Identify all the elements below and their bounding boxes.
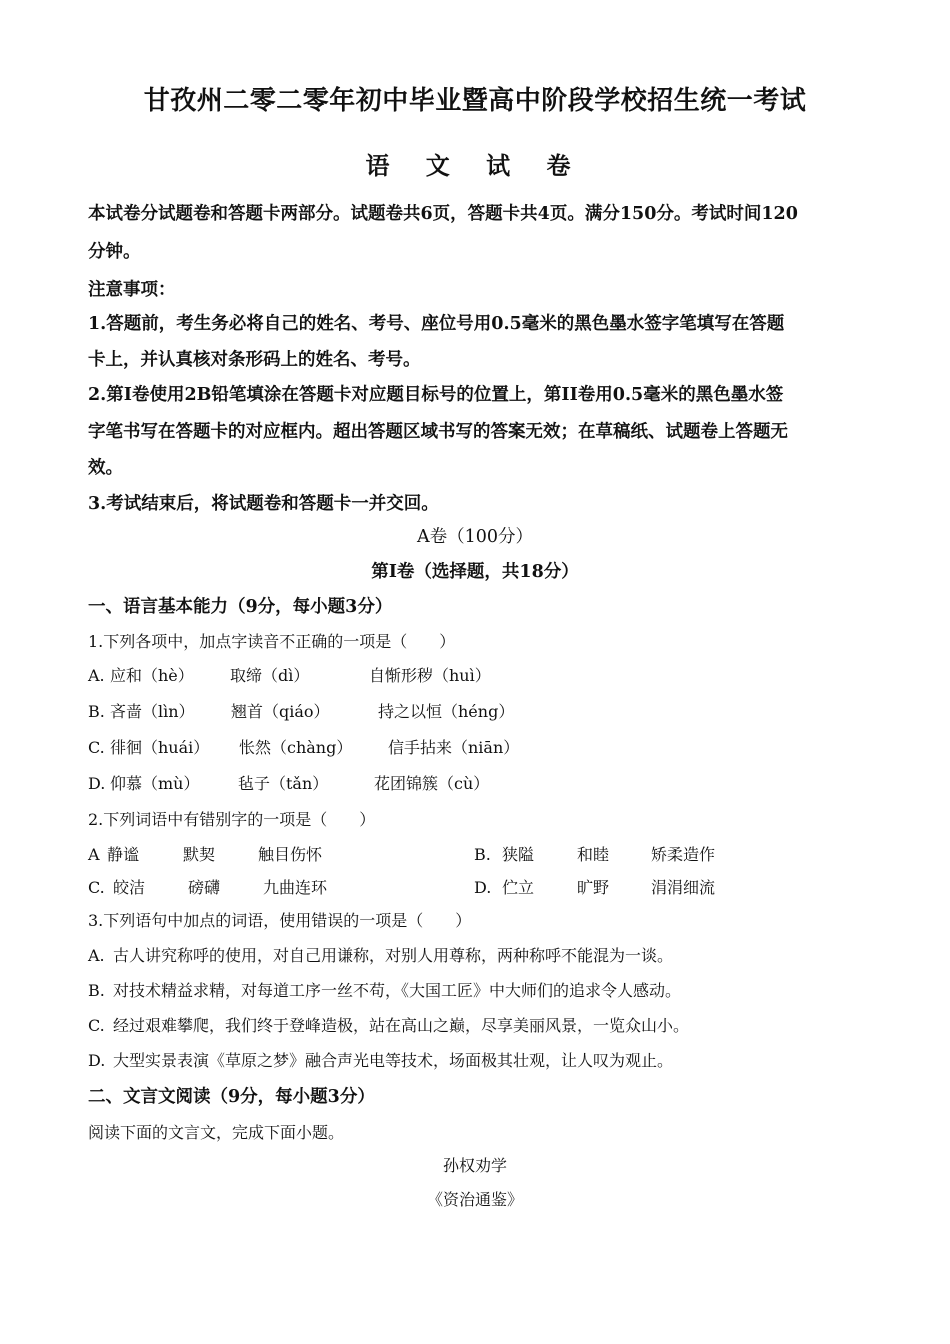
option-label: D. <box>88 1051 106 1070</box>
option-label: C. <box>88 738 105 757</box>
notes-line: 字笔书写在答题卡的对应框内。超出答题区域书写的答案无效；在草稿纸、试题卷上答题无 <box>88 422 788 442</box>
intro-line-2: 分钟。 <box>88 242 141 262</box>
option-item: 触目伤怀 <box>258 845 323 864</box>
question-1-option-c <box>88 738 788 762</box>
option-item: 自惭形秽（huì） <box>369 666 491 685</box>
section-a-heading: A卷（100分） <box>416 527 534 547</box>
option-item: 旷野 <box>577 878 610 897</box>
passage-source: 《资治通鉴》 <box>426 1190 523 1209</box>
option-item: 皎洁 <box>113 878 146 897</box>
option-label: D. <box>474 878 492 897</box>
option-label: B. <box>474 845 491 864</box>
option-label: B. <box>88 981 105 1000</box>
option-item: 取缔（dì） <box>230 666 310 685</box>
option-item: 怅然（chàng） <box>239 738 353 757</box>
question-3-option-b <box>88 981 808 1005</box>
option-item: 矫柔造作 <box>651 845 716 864</box>
option-item: 伫立 <box>502 878 535 897</box>
reading-intro: 阅读下面的文言文，完成下面小题。 <box>88 1123 345 1142</box>
option-item: 和睦 <box>577 845 610 864</box>
option-label: C. <box>88 1016 105 1035</box>
exam-subtitle: 语 文 试 卷 <box>365 151 585 180</box>
option-label: C. <box>88 878 105 897</box>
option-text: 对技术精益求精，对每道工序一丝不苟，《大国工匠》中大师们的追求令人感动。 <box>113 981 682 1000</box>
option-item: 仰慕（mù） <box>110 774 200 793</box>
option-text: 大型实景表演《草原之梦》融合声光电等技术，场面极其壮观，让人叹为观止。 <box>113 1051 674 1070</box>
option-text: 经过艰难攀爬，我们终于登峰造极，站在高山之巅，尽享美丽风景，一览众山小。 <box>113 1016 690 1035</box>
option-item: 徘徊（huái） <box>110 738 210 757</box>
question-1-option-b <box>88 702 788 726</box>
option-item: 九曲连环 <box>263 878 328 897</box>
notes-line: 卡上，并认真核对条形码上的姓名、考号。 <box>88 350 421 370</box>
option-item: 默契 <box>183 845 216 864</box>
question-1-option-a <box>88 666 788 690</box>
option-item: 信手拈来（niān） <box>388 738 520 757</box>
question-1-stem: 1.下列各项中，加点字读音不正确的一项是（ ） <box>88 632 456 651</box>
option-item: 毡子（tǎn） <box>238 774 329 793</box>
option-label: A. <box>88 946 105 965</box>
part-1-heading: 第I卷（选择题，共18分） <box>371 562 579 582</box>
option-item: 应和（hè） <box>110 666 194 685</box>
question-2-stem: 2.下列词语中有错别字的一项是（ ） <box>88 810 376 829</box>
notes-line: 1.答题前，考生务必将自己的姓名、考号、座位号用0.5毫米的黑色墨水签字笔填写在答题 <box>88 314 785 334</box>
option-item: 持之以恒（héng） <box>378 702 515 721</box>
notes-line: 3.考试结束后，将试题卷和答题卡一并交回。 <box>88 494 439 514</box>
section-1-heading: 一、语言基本能力（9分，每小题3分） <box>88 597 393 617</box>
option-label: A. <box>88 666 105 685</box>
section-2-heading: 二、文言文阅读（9分，每小题3分） <box>88 1087 375 1107</box>
intro-line-1: 本试卷分试题卷和答题卡两部分。试题卷共6页，答题卡共4页。满分150分。考试时间120 <box>88 204 798 224</box>
option-item: 狭隘 <box>502 845 535 864</box>
notes-line: 2.第I卷使用2B铅笔填涂在答题卡对应题目标号的位置上，第II卷用0.5毫米的黑色墨水签 <box>88 385 784 405</box>
question-3-stem: 3.下列语句中加点的词语，使用错误的一项是（ ） <box>88 911 472 930</box>
question-2-row-1 <box>88 845 808 869</box>
option-item: 吝啬（lìn） <box>110 702 195 721</box>
option-item: 翘首（qiáo） <box>231 702 330 721</box>
option-item: 静谧 <box>107 845 140 864</box>
notes-heading: 注意事项： <box>88 280 176 300</box>
notes-line: 效。 <box>88 458 123 478</box>
option-label: B. <box>88 702 105 721</box>
question-3-option-a <box>88 946 808 970</box>
option-text: 古人讲究称呼的使用，对自己用谦称，对别人用尊称，两种称呼不能混为一谈。 <box>113 946 674 965</box>
question-1-option-d <box>88 774 788 798</box>
option-label: A <box>88 845 100 864</box>
exam-title: 甘孜州二零二零年初中毕业暨高中阶段学校招生统一考试 <box>143 86 807 116</box>
question-3-option-c <box>88 1016 808 1040</box>
passage-title: 孙权劝学 <box>442 1156 507 1175</box>
option-item: 花团锦簇（cù） <box>374 774 490 793</box>
option-item: 磅礴 <box>188 878 221 897</box>
option-label: D. <box>88 774 106 793</box>
question-3-option-d <box>88 1051 808 1075</box>
question-2-row-2 <box>88 878 808 902</box>
option-item: 涓涓细流 <box>651 878 716 897</box>
